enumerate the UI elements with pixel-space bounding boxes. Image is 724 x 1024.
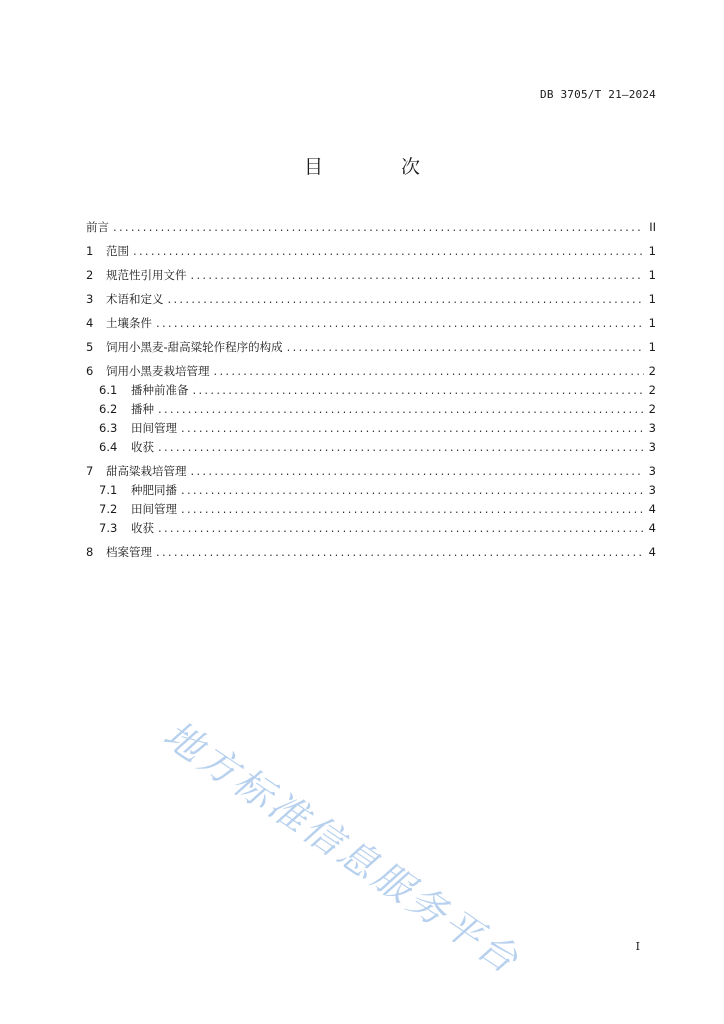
toc-entry[interactable] (86, 242, 656, 261)
toc-entry[interactable] (86, 543, 656, 562)
toc-entry-number: 6.4 (99, 440, 118, 454)
toc-entry-page: 2 (648, 402, 656, 416)
toc-entry-label: 甜高粱栽培管理 (106, 464, 187, 478)
toc-entry-page: 3 (648, 421, 656, 435)
toc-entry-page: 3 (648, 440, 656, 454)
toc-entry-label: 播种前准备 (131, 383, 189, 397)
toc-entry-page: 1 (648, 340, 656, 354)
toc-entry-number: 4 (86, 316, 94, 330)
toc-leader-dots (158, 519, 644, 538)
toc-entry-label: 档案管理 (106, 545, 152, 559)
table-of-contents (86, 218, 656, 562)
toc-entry-number: 7.1 (99, 483, 118, 497)
toc-leader-dots (181, 500, 644, 519)
toc-entry-number: 1 (86, 244, 94, 258)
toc-entry-number: 7.3 (99, 521, 118, 535)
toc-entry-page: 4 (648, 545, 656, 559)
toc-entry-label: 土壤条件 (106, 316, 152, 330)
toc-entry[interactable] (86, 362, 656, 381)
toc-entry-label: 播种 (131, 402, 154, 416)
toc-leader-dots (156, 543, 644, 562)
watermark: 地方标准信息服务平台 (155, 712, 529, 984)
toc-entry[interactable] (86, 438, 656, 457)
toc-entry-label: 前言 (86, 220, 109, 234)
toc-entry[interactable] (86, 381, 656, 400)
toc-entry-page: 4 (648, 521, 656, 535)
toc-entry-label: 田间管理 (131, 502, 177, 516)
toc-entry-page: 3 (648, 464, 656, 478)
toc-entry-label: 术语和定义 (106, 292, 164, 306)
toc-entry-number: 6.3 (99, 421, 118, 435)
toc-entry-page: 2 (648, 383, 656, 397)
doc-code: DB 3705/T 21—2024 (540, 88, 656, 101)
toc-leader-dots (181, 419, 644, 438)
toc-leader-dots (113, 218, 644, 237)
toc-entry-number: 7.2 (99, 502, 118, 516)
toc-entry[interactable] (86, 338, 656, 357)
toc-entry-number: 6.1 (99, 383, 118, 397)
toc-entry[interactable] (86, 519, 656, 538)
toc-entry-page: 1 (648, 268, 656, 282)
toc-entry-label: 田间管理 (131, 421, 177, 435)
toc-leader-dots (156, 314, 644, 333)
toc-entry-number: 7 (86, 464, 94, 478)
toc-entry[interactable] (86, 419, 656, 438)
toc-entry-page: 1 (648, 244, 656, 258)
toc-entry-page: 1 (648, 316, 656, 330)
toc-entry-number: 6 (86, 364, 94, 378)
toc-entry-label: 饲用小黑麦-甜高粱轮作程序的构成 (106, 340, 283, 354)
toc-entry-number: 6.2 (99, 402, 118, 416)
toc-entry-label: 收获 (131, 440, 154, 454)
toc-entry-label: 规范性引用文件 (106, 268, 187, 282)
toc-entry-number: 2 (86, 268, 94, 282)
toc-entry-label: 饲用小黑麦栽培管理 (106, 364, 210, 378)
toc-leader-dots (133, 242, 644, 261)
toc-entry-label: 种肥同播 (131, 483, 177, 497)
toc-entry-page: 3 (648, 483, 656, 497)
toc-leader-dots (168, 290, 645, 309)
toc-entry-label: 收获 (131, 521, 154, 535)
page-number: I (635, 940, 640, 953)
toc-leader-dots (158, 400, 644, 419)
toc-leader-dots (193, 381, 645, 400)
toc-entry-page: 1 (648, 292, 656, 306)
toc-leader-dots (158, 438, 644, 457)
toc-entry[interactable] (86, 481, 656, 500)
toc-leader-dots (191, 462, 645, 481)
toc-entry-number: 3 (86, 292, 94, 306)
toc-leader-dots (287, 338, 644, 357)
toc-entry-number: 8 (86, 545, 94, 559)
toc-entry-label: 范围 (106, 244, 129, 258)
toc-entry[interactable] (86, 266, 656, 285)
toc-entry[interactable] (86, 400, 656, 419)
toc-entry-page: II (649, 220, 656, 234)
toc-entry[interactable] (86, 500, 656, 519)
toc-entry[interactable] (86, 218, 656, 237)
toc-entry[interactable] (86, 462, 656, 481)
toc-leader-dots (214, 362, 645, 381)
toc-entry-page: 2 (648, 364, 656, 378)
toc-entry-number: 5 (86, 340, 94, 354)
toc-entry[interactable] (86, 314, 656, 333)
toc-entry-page: 4 (648, 502, 656, 516)
toc-leader-dots (191, 266, 645, 285)
toc-leader-dots (181, 481, 644, 500)
toc-title: 目 次 (303, 156, 457, 178)
toc-entry[interactable] (86, 290, 656, 309)
